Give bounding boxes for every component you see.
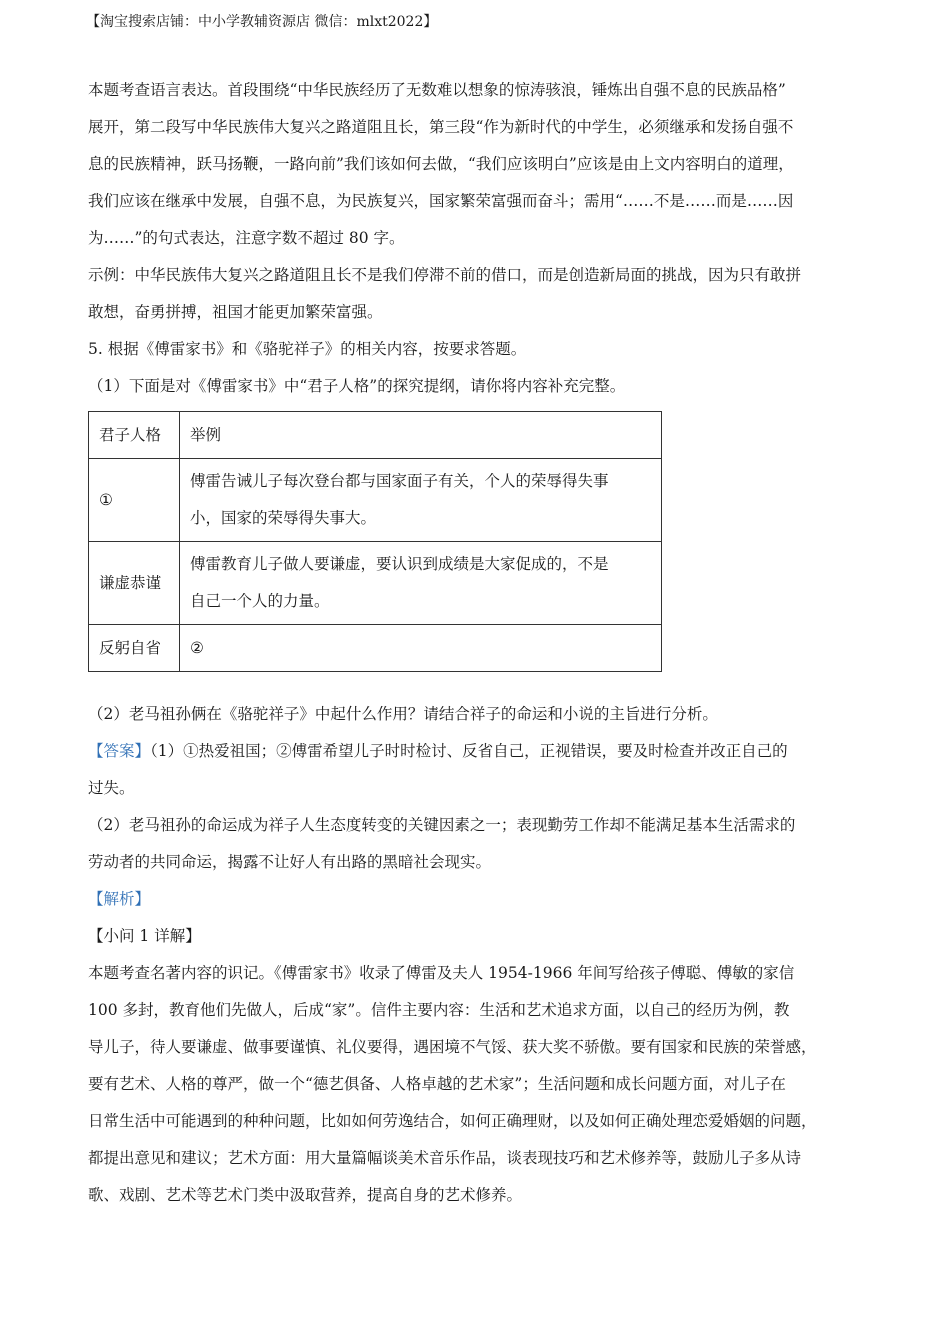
answer-tag: 【答案】 <box>88 742 151 760</box>
example-text-line: 小，国家的荣辱得失事大。 <box>190 509 377 527</box>
answer-line <box>88 733 868 770</box>
analysis-line: 日常生活中可能遇到的种种问题，比如如何劳逸结合，如何正确理财，以及如何正确处理恋爱婚姻的问题， <box>88 1112 817 1130</box>
table-row <box>89 459 662 542</box>
table-row <box>89 625 662 672</box>
example-text-line: 傅雷告诫儿子每次登台都与国家面子有关，个人的荣辱得失事 <box>190 472 609 490</box>
intro-line: 我们应该在继承中发展，自强不息，为民族复兴，国家繁荣富强而奋斗；需用“……不是……而是……因 <box>88 192 794 210</box>
intro-line: 展开，第二段写中华民族伟大复兴之路道阻且长，第三段“作为新时代的中学生，必须继承和发扬自强不 <box>88 118 794 136</box>
analysis-line: 歌、戏剧、艺术等艺术门类中汲取营养，提高自身的艺术修养。 <box>88 1186 523 1204</box>
analysis-line: 都提出意见和建议；艺术方面：用大量篇幅谈美术音乐作品，谈表现技巧和艺术修养等，鼓励儿子多从诗 <box>88 1149 802 1167</box>
analysis-line: 本题考查名著内容的识记。《傅雷家书》收录了傅雷及夫人 1954-1966 年间写给孩子傅聪、傅敏的家信 <box>88 964 795 982</box>
analysis-tag: 【解析】 <box>88 890 151 908</box>
analysis-line: 要有艺术、人格的尊严，做一个“德艺俱备、人格卓越的艺术家”；生活问题和成长问题方面，对儿子在 <box>88 1075 786 1093</box>
table-cell-example: ② <box>180 625 662 672</box>
table-cell-trait: 谦虚恭谨 <box>89 542 180 625</box>
table-cell-example <box>180 459 662 542</box>
sub-question-1: （1）下面是对《傅雷家书》中“君子人格”的探究提纲，请你将内容补充完整。 <box>88 377 626 395</box>
analysis-line: 100 多封，教育他们先做人，后成“家”。信件主要内容：生活和艺术追求方面，以自己的经历为例，教 <box>88 1001 790 1019</box>
intro-line: 本题考查语言表达。首段围绕“中华民族经历了无数难以想象的惊涛骇浪，锤炼出自强不息的民族品格” <box>88 81 786 99</box>
example-line: 示例：中华民族伟大复兴之路道阻且长不是我们停滞不前的借口，而是创造新局面的挑战，因为只有敢拼 <box>88 266 802 284</box>
table-cell-trait: 反躬自省 <box>89 625 180 672</box>
example-text-line: 傅雷教育儿子做人要谦虚，要认识到成绩是大家促成的，不是 <box>190 555 609 573</box>
analysis-line: 导儿子，待人要谦虚、做事要谨慎、礼仪要得，遇困境不气馁、获大奖不骄傲。要有国家和民族的荣誉感， <box>88 1038 817 1056</box>
intro-line: 息的民族精神，跃马扬鞭，一路向前”我们该如何去做，“我们应该明白”应该是由上文内容明白的道理， <box>88 155 794 173</box>
analysis-subtag: 【小问 1 详解】 <box>88 927 201 945</box>
question-5: 5. 根据《傅雷家书》和《骆驼祥子》的相关内容，按要求答题。 <box>88 340 527 358</box>
example-line: 敢想，奋勇拼搏，祖国才能更加繁荣富强。 <box>88 303 383 321</box>
table-header-trait: 君子人格 <box>89 412 180 459</box>
answer-line: 劳动者的共同命运，揭露不让好人有出路的黑暗社会现实。 <box>88 853 492 871</box>
answer-line: （2）老马祖孙的命运成为祥子人生态度转变的关键因素之一；表现勤劳工作却不能满足基本生活需求的 <box>88 816 796 834</box>
table-row <box>89 542 662 625</box>
outline-table <box>88 411 662 672</box>
table-header-row <box>89 412 662 459</box>
table-cell-trait: ① <box>89 459 180 542</box>
answer-line: 过失。 <box>88 779 135 797</box>
answer-text: （1）①热爱祖国；②傅雷希望儿子时时检讨、反省自己，正视错误，要及时检查并改正自己的 <box>150 742 788 760</box>
document-body <box>88 72 868 1214</box>
sub-question-2: （2）老马祖孙俩在《骆驼祥子》中起什么作用？请结合祥子的命运和小说的主旨进行分析。 <box>88 705 718 723</box>
page-header: 【淘宝搜索店铺：中小学教辅资源店 微信：mlxt2022】 <box>86 14 438 30</box>
table-header-example: 举例 <box>180 412 662 459</box>
example-text-line: 自己一个人的力量。 <box>190 592 330 610</box>
intro-line: 为……”的句式表达，注意字数不超过 80 字。 <box>88 229 405 247</box>
table-cell-example <box>180 542 662 625</box>
